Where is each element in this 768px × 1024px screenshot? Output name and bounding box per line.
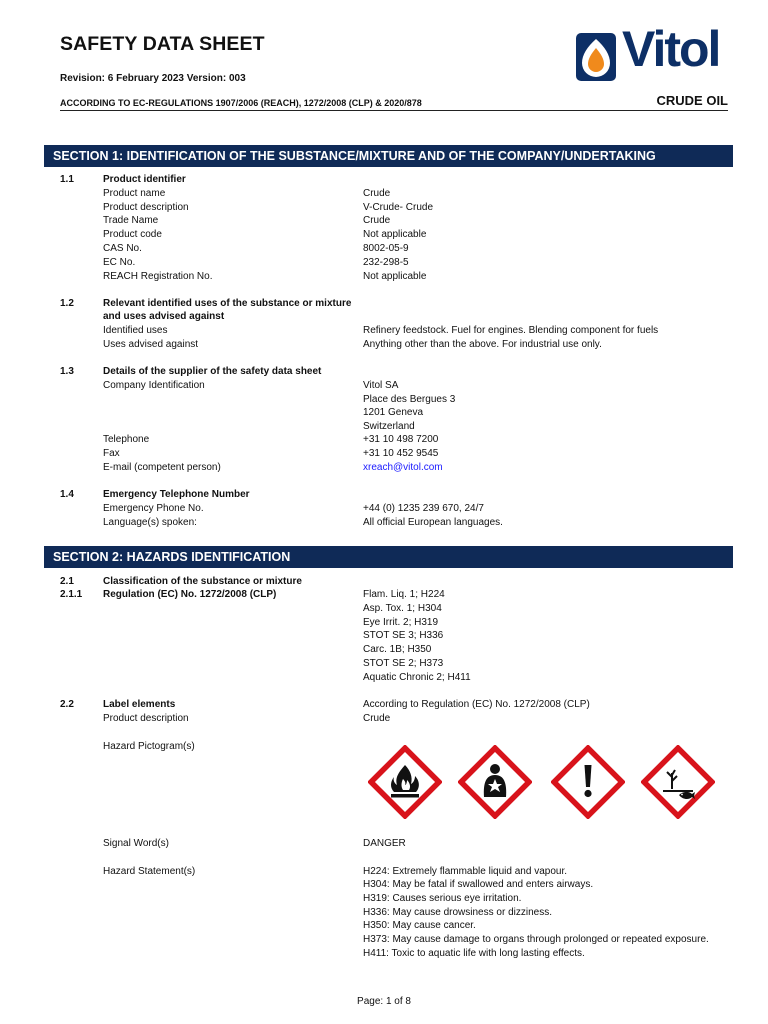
subsection-1-2-heading	[0, 297, 768, 311]
subsection-title: Regulation (EC) No. 1272/2008 (CLP)	[103, 589, 277, 600]
subsection-title: Classification of the substance or mixture	[103, 576, 302, 587]
field-value: According to Regulation (EC) No. 1272/2008 (CLP)	[363, 699, 590, 710]
address-line: Switzerland	[363, 421, 415, 432]
field-row	[0, 393, 768, 407]
classification-item: Eye Irrit. 2; H319	[363, 617, 439, 628]
address-line: 1201 Geneva	[363, 407, 424, 418]
field-label: Emergency Phone No.	[103, 503, 204, 514]
environment-icon	[641, 745, 715, 819]
subsection-title: and uses advised against	[103, 311, 225, 322]
field-label: Company Identification	[103, 380, 205, 391]
field-value: +31 10 452 9545	[363, 448, 439, 459]
field-row	[0, 461, 768, 475]
subsection-number: 2.1.1	[60, 589, 83, 600]
classification-item: STOT SE 2; H373	[363, 658, 444, 669]
subsection-2-1-1-heading	[0, 588, 768, 602]
field-row	[0, 671, 768, 685]
field-row	[0, 379, 768, 393]
header-rule	[60, 110, 728, 111]
hazard-statement: H224: Extremely flammable liquid and vapour.	[363, 866, 567, 877]
field-value: Refinery feedstock. Fuel for engines. Blending component for fuels	[363, 325, 659, 336]
field-label: Fax	[103, 448, 120, 459]
hazard-statement: H411: Toxic to aquatic life with long lasting effects.	[363, 948, 585, 959]
field-value: V-Crude- Crude	[363, 202, 434, 213]
field-label: Product code	[103, 229, 162, 240]
revision-info: Revision: 6 February 2023 Version: 003	[60, 73, 246, 84]
field-value: Crude	[363, 713, 391, 724]
field-row	[0, 338, 768, 352]
field-label: Uses advised against	[103, 339, 199, 350]
section-1-header: SECTION 1: IDENTIFICATION OF THE SUBSTANCE/MIXTURE AND OF THE COMPANY/UNDERTAKING	[44, 145, 733, 167]
subsection-number: 1.1	[60, 174, 74, 185]
hazard-statement: H336: May cause drowsiness or dizziness.	[363, 907, 552, 918]
classification-item: STOT SE 3; H336	[363, 630, 444, 641]
field-label: Product description	[103, 713, 189, 724]
field-row	[0, 878, 768, 892]
field-label: E-mail (competent person)	[103, 462, 221, 473]
field-row	[0, 906, 768, 920]
field-value: All official European languages.	[363, 517, 503, 528]
classification-item: Flam. Liq. 1; H224	[363, 589, 445, 600]
field-label: Signal Word(s)	[103, 838, 169, 849]
field-row	[0, 602, 768, 616]
page-number: Page: 1 of 8	[357, 996, 411, 1007]
subsection-2-1-heading	[0, 575, 768, 589]
field-row	[0, 616, 768, 630]
field-row	[0, 516, 768, 530]
classification-item: Carc. 1B; H350	[363, 644, 432, 655]
subsection-1-3-heading	[0, 365, 768, 379]
field-row	[0, 712, 768, 726]
field-label: CAS No.	[103, 243, 142, 254]
field-row	[0, 214, 768, 228]
field-value: +44 (0) 1235 239 670, 24/7	[363, 503, 484, 514]
field-row	[0, 201, 768, 215]
field-value: +31 10 498 7200	[363, 434, 439, 445]
hazard-statement: H373: May cause damage to organs through prolonged or repeated exposure.	[363, 934, 709, 945]
field-row	[0, 629, 768, 643]
subsection-number: 2.1	[60, 576, 74, 587]
hazard-statement: H319: Causes serious eye irritation.	[363, 893, 522, 904]
subsection-1-1-heading	[0, 173, 768, 187]
field-row	[0, 406, 768, 420]
exclamation-mark-icon	[551, 745, 625, 819]
field-label: Identified uses	[103, 325, 168, 336]
vitol-logo-icon	[576, 33, 616, 81]
field-label: REACH Registration No.	[103, 271, 213, 282]
field-value: 8002-05-9	[363, 243, 409, 254]
subsection-2-2-heading	[0, 698, 768, 712]
field-value: Not applicable	[363, 229, 427, 240]
subsection-1-2-heading-cont	[0, 310, 768, 324]
field-row	[0, 643, 768, 657]
address-line: Place des Bergues 3	[363, 394, 456, 405]
field-row	[0, 502, 768, 516]
field-value: Not applicable	[363, 271, 427, 282]
field-row	[0, 447, 768, 461]
address-line: Vitol SA	[363, 380, 399, 391]
field-label: Telephone	[103, 434, 150, 445]
field-row	[0, 433, 768, 447]
field-value: Crude	[363, 215, 391, 226]
field-label: Hazard Pictogram(s)	[103, 741, 195, 752]
field-row	[0, 892, 768, 906]
field-row	[0, 420, 768, 434]
subsection-number: 1.3	[60, 366, 74, 377]
vitol-logo-text: Vitol	[622, 21, 720, 77]
field-row	[0, 270, 768, 284]
email-link[interactable]: xreach@vitol.com	[363, 462, 443, 473]
subsection-1-4-heading	[0, 488, 768, 502]
subsection-title: Emergency Telephone Number	[103, 489, 250, 500]
field-value: 232-298-5	[363, 257, 409, 268]
flame-icon	[368, 745, 442, 819]
field-value: Crude	[363, 188, 391, 199]
field-row	[0, 657, 768, 671]
field-label: Product name	[103, 188, 166, 199]
field-label: Product description	[103, 202, 189, 213]
field-value: Anything other than the above. For industrial use only.	[363, 339, 602, 350]
health-hazard-icon	[458, 745, 532, 819]
field-label: EC No.	[103, 257, 136, 268]
hazard-statement: H350: May cause cancer.	[363, 920, 476, 931]
subsection-number: 2.2	[60, 699, 74, 710]
hazard-statement: H304: May be fatal if swallowed and enters airways.	[363, 879, 594, 890]
subsection-title: Details of the supplier of the safety data sheet	[103, 366, 322, 377]
field-row	[0, 242, 768, 256]
signal-word: DANGER	[363, 838, 406, 849]
subsection-number: 1.4	[60, 489, 74, 500]
field-label: Trade Name	[103, 215, 159, 226]
regulations-line: ACCORDING TO EC-REGULATIONS 1907/2006 (REACH), 1272/2008 (CLP) & 2020/878	[60, 98, 422, 108]
product-tag: CRUDE OIL	[656, 93, 728, 108]
subsection-number: 1.2	[60, 298, 74, 309]
classification-item: Aquatic Chronic 2; H411	[363, 672, 471, 683]
field-label: Language(s) spoken:	[103, 517, 197, 528]
field-row	[0, 187, 768, 201]
section-2-header: SECTION 2: HAZARDS IDENTIFICATION	[44, 546, 733, 568]
field-row	[0, 919, 768, 933]
subsection-title: Relevant identified uses of the substance or mixture	[103, 298, 352, 309]
field-label: Hazard Statement(s)	[103, 866, 196, 877]
subsection-title: Product identifier	[103, 174, 186, 185]
field-row	[0, 256, 768, 270]
field-row	[0, 324, 768, 338]
field-row	[0, 228, 768, 242]
field-row	[0, 837, 768, 851]
subsection-title: Label elements	[103, 699, 176, 710]
field-row	[0, 933, 768, 947]
classification-item: Asp. Tox. 1; H304	[363, 603, 442, 614]
field-row	[0, 947, 768, 961]
field-row	[0, 865, 768, 879]
document-title: SAFETY DATA SHEET	[60, 33, 265, 55]
